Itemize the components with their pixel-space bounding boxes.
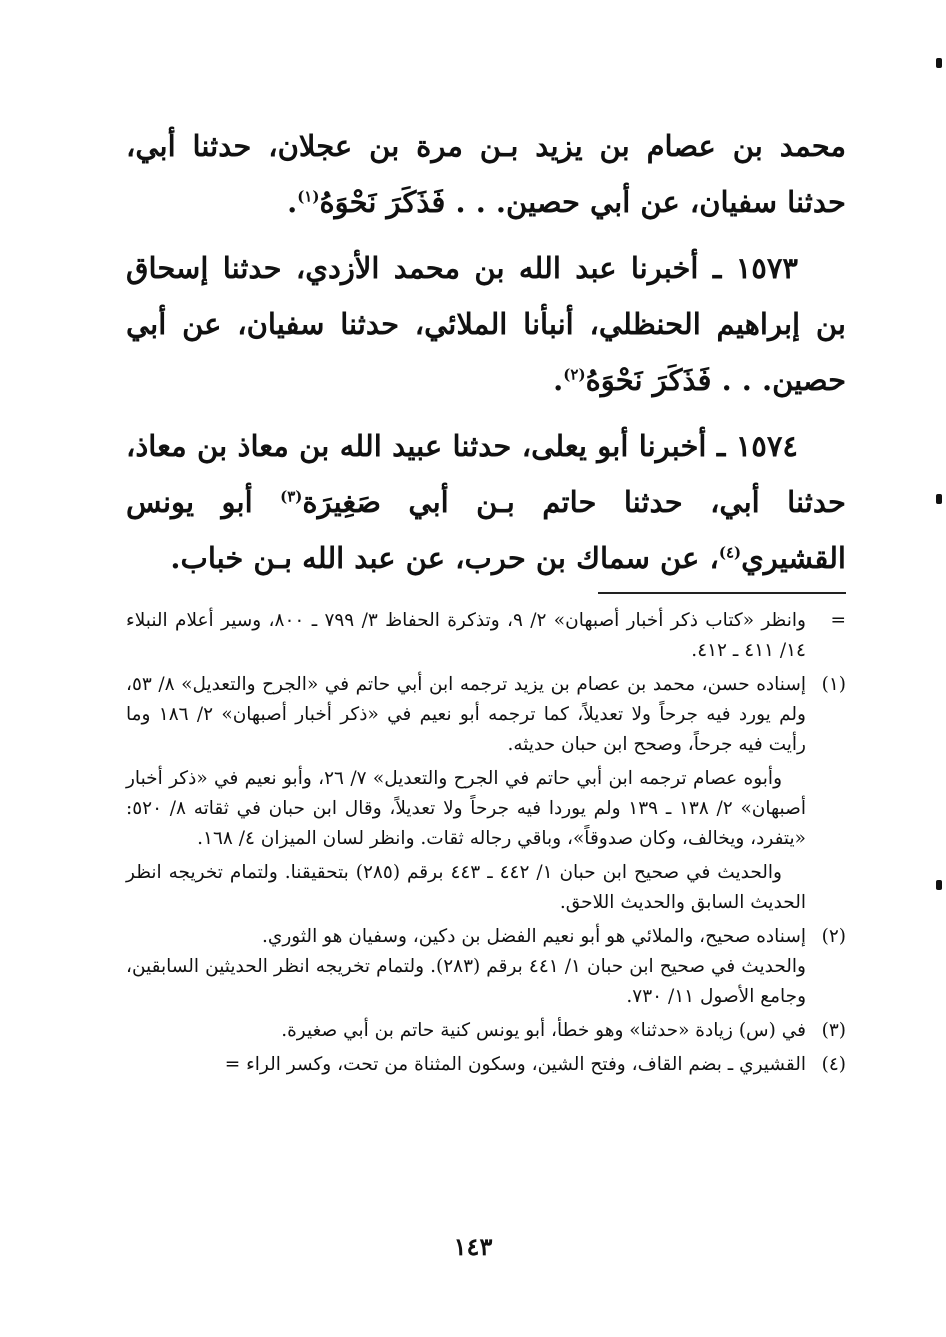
footnote-mark: (٤): [821, 1054, 846, 1075]
hadith-1574: [126, 418, 846, 586]
footnote-body: [126, 922, 806, 1012]
footnote-paragraph: وأبوه عصام ترجمه ابن أبي حاتم في الجرح والتعديل» ٧/ ٢٦، وأبو نعيم في «ذكر أخبار أصبهان» ٢/ ١٣٨ ـ ١٣٩ ولم يوردا فيه جرحاً ولا تعديلاً، وقال ابن حبان في ثقاته ٨/ ٥٢٠: «يتفرد، ويخالف، وكان صدوقاً»، وباقي رجاله ثقات. وانظر لسان الميزان ٤/ ١٦٨.: [126, 768, 806, 849]
scan-speck-middle: [936, 494, 942, 504]
footnote-ref-4[interactable]: (٤): [718, 543, 742, 562]
footnote-paragraph: وانظر «كتاب ذكر أخبار أصبهان» ٢/ ٩، وتذكرة الحفاظ ٣/ ٧٩٩ ـ ٨٠٠، وسير أعلام النبلاء ١٤/ ٤١١ ـ ٤١٢.: [126, 610, 806, 661]
hadith-text-b: أبو يونس القشيري: [126, 485, 846, 575]
footnote-body: [126, 1050, 806, 1080]
hadith-1573: [126, 240, 846, 408]
footnote-divider: [598, 592, 846, 594]
hadith-text-c: ، عن سماك بن حرب، عن عبد الله بـن خباب.: [170, 541, 719, 575]
paragraph-end: .: [287, 185, 298, 219]
footnote-continued: [126, 606, 846, 666]
main-text: [126, 118, 846, 586]
hadith-text: أخبرنا عبد الله بن محمد الأزدي، حدثنا إسحاق بن إبراهيم الحنظلي، أنبأنا الملائي، حدثنا سفيان، عن أبي حصين. . . فَذَكَرَ نَحْوَهُ: [126, 251, 846, 397]
footnote-mark: =: [830, 610, 846, 631]
footnote-1: [126, 670, 846, 918]
footnote-paragraph: والحديث في صحيح ابن حبان ١/ ٤٤٢ ـ ٤٤٣ برقم (٢٨٥) بتحقيقنا. ولتمام تخريجه انظر الحديث السابق والحديث اللاحق.: [126, 862, 806, 913]
footnote-ref-3[interactable]: (٣): [280, 487, 303, 506]
hadith-number: ١٥٧٤ ـ: [716, 429, 798, 463]
footnote-paragraph: القشيري ـ بضم القاف، وفتح الشين، وسكون المثناة من تحت، وكسر الراء =: [224, 1054, 806, 1075]
footnote-paragraph: والحديث في صحيح ابن حبان ١/ ٤٤١ برقم (٢٨٣). ولتمام تخريجه انظر الحديثين السابقين، وجامع الأصول ١١/ ٧٣٠.: [126, 956, 806, 1007]
footnote-body: [126, 606, 806, 666]
scan-speck-top: [936, 58, 942, 68]
footnote-3: [126, 1016, 846, 1046]
footnote-paragraph: إسناده صحيح، والملائي هو أبو نعيم الفضل بن دكين، وسفيان هو الثوري.: [262, 926, 806, 947]
footnote-body: [126, 1016, 806, 1046]
footnote-mark: (٣): [821, 1020, 846, 1041]
footnote-mark: (٢): [821, 926, 846, 947]
footnote-4: [126, 1050, 846, 1080]
footnotes: [126, 606, 846, 1084]
paragraph-text: محمد بن عصام بن يزيد بـن مرة بن عجلان، حدثنا أبي، حدثنا سفيان، عن أبي حصين. . . فَذَكَرَ نَحْوَهُ: [126, 129, 846, 219]
paragraph-continuation: [126, 118, 846, 230]
footnote-paragraph: في (س) زيادة «حدثنا» وهو خطأ، أبو يونس كنية حاتم بن أبي صغيرة.: [281, 1020, 806, 1041]
footnote-mark: (١): [821, 674, 846, 695]
hadith-end: .: [553, 363, 564, 397]
page-number: ١٤٣: [453, 1232, 493, 1261]
hadith-text-a: أخبرنا أبو يعلى، حدثنا عبيد الله بن معاذ بن معاذ، حدثنا أبي، حدثنا حاتم بـن أبي صَغِيرَة: [126, 429, 846, 519]
footnote-2: [126, 922, 846, 1012]
footnote-ref-1[interactable]: (١): [297, 187, 320, 206]
footnote-ref-2[interactable]: (٢): [563, 365, 586, 384]
footnote-body: [126, 670, 806, 918]
footnote-paragraph: إسناده حسن، محمد بن عصام بن يزيد ترجمه ابن أبي حاتم في «الجرح والتعديل» ٨/ ٥٣، ولم يورد فيه جرحاً ولا تعديلاً، كما ترجمه أبو نعيم في «ذكر أخبار أصبهان» ٢/ ١٨٦ وما رأيت فيه جرحاً، وصحح ابن حبان حديثه.: [126, 674, 806, 755]
scan-speck-lower: [936, 880, 942, 890]
hadith-number: ١٥٧٣ ـ: [712, 251, 798, 285]
